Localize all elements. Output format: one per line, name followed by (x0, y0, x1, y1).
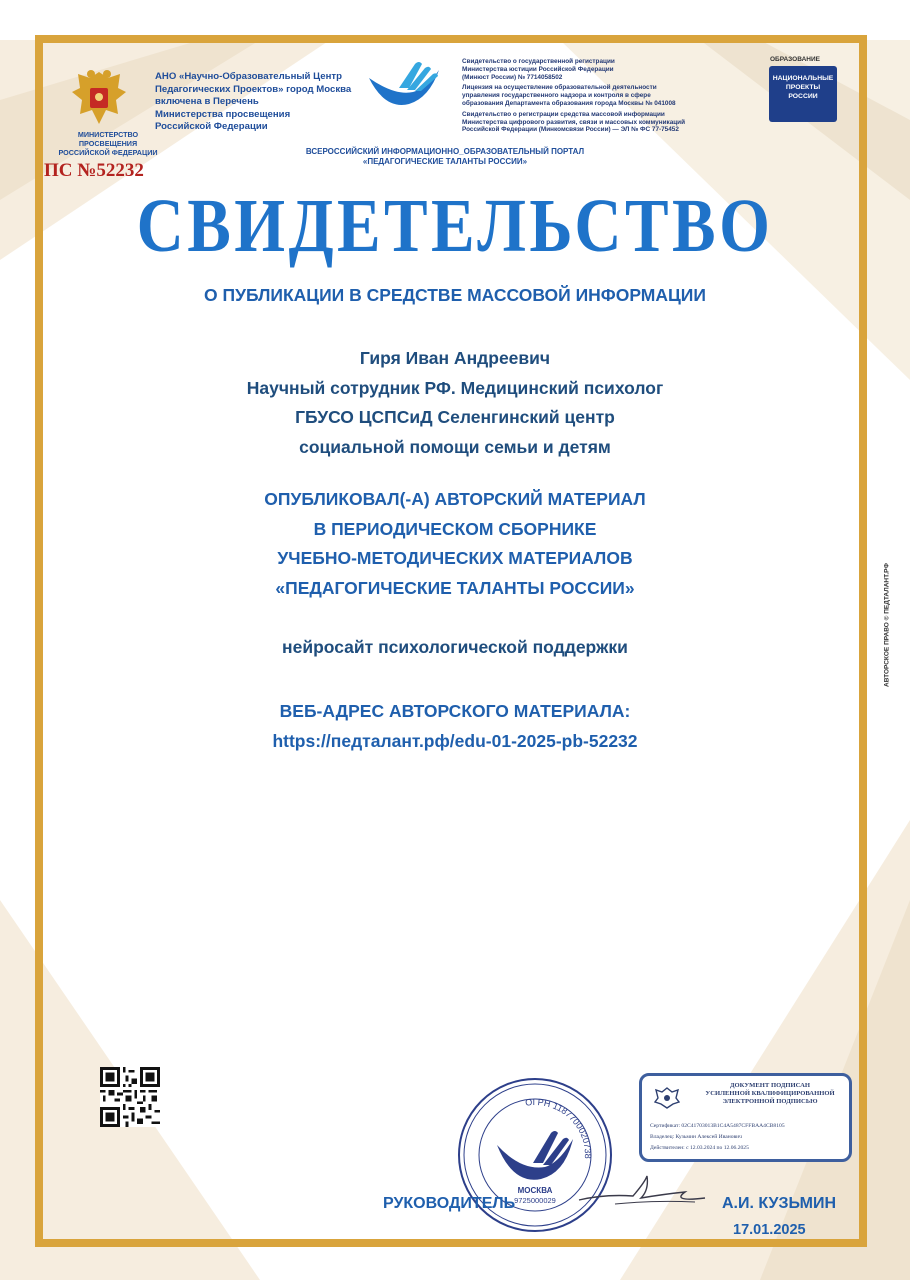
head-name: А.И. КУЗЬМИН (722, 1195, 837, 1212)
issue-date: 17.01.2025 (733, 1222, 806, 1238)
registration-line: Свидетельство о регистрации средства массовой информации (462, 110, 665, 118)
registration-line: Министерства цифрового развития, связи и массовых коммуникаций (462, 118, 686, 126)
copyright-side-text (880, 563, 894, 687)
recipient-position: Научный сотрудник РФ. Медицинский психолог (246, 377, 664, 398)
national-box-line: ПРОЕКТЫ (785, 84, 821, 91)
handwritten-signature (575, 1172, 715, 1212)
recipient-block (0, 344, 910, 462)
organization-text (155, 71, 370, 134)
recipient-name: Гиря Иван Андреевич (359, 348, 551, 368)
statement-line: В ПЕРИОДИЧЕСКОМ СБОРНИКЕ (313, 518, 597, 539)
web-address-block (0, 697, 910, 756)
org-line: Министерства просвещения (155, 108, 291, 120)
registration-line: управления государственного надзора и контроля в сфере (462, 92, 651, 100)
registration-block (462, 58, 712, 81)
seal-city: МОСКВА (517, 1186, 553, 1195)
portal-line: ВСЕРОССИЙСКИЙ ИНФОРМАЦИОННО_ОБРАЗОВАТЕЛЬНЫЙ ПОРТАЛ (305, 147, 585, 156)
national-projects-logo (729, 55, 869, 141)
signature-certificate: Сертификат: 02C41703013B1C4A5487CFFBAA4CB8105 (650, 1123, 785, 1129)
national-box (769, 66, 837, 122)
national-label: ОБРАЗОВАНИЕ (770, 56, 820, 63)
org-line: АНО «Научно-Образовательный Центр (155, 71, 342, 82)
registration-block (462, 84, 712, 107)
registration-line: Министерства юстиции Российской Федерации (462, 65, 614, 73)
statement-line: УЧЕБНО-МЕТОДИЧЕСКИХ МАТЕРИАЛОВ (277, 548, 633, 568)
ministry-line: РОССИЙСКОЙ ФЕДЕРАЦИИ (58, 148, 158, 157)
registration-line: образования Департамента образования города Москвы № 041008 (462, 99, 676, 107)
seal-ogrn: ОГРН 1187700020738 (524, 1096, 594, 1159)
emblem-icon (68, 66, 130, 130)
registration-line: Лицензия на осуществление образовательной деятельности (462, 84, 657, 92)
ministry-line: МИНИСТЕРСТВО ПРОСВЕЩЕНИЯ (77, 130, 139, 148)
document-title: СВИДЕТЕЛЬСТВО (136, 184, 774, 268)
web-address-label: ВЕБ-АДРЕС АВТОРСКОГО МАТЕРИАЛА: (279, 701, 631, 721)
publication-statement (0, 485, 910, 603)
signature-heading (690, 1082, 850, 1106)
signature-validity: Действителен: с 12.03.2024 по 12.06.2025 (650, 1145, 749, 1151)
head-label: РУКОВОДИТЕЛЬ (383, 1195, 516, 1212)
hand-logo-icon (365, 58, 445, 114)
seal-inn: 9725000029 (514, 1196, 556, 1205)
portal-name (280, 147, 610, 167)
statement-line: ОПУБЛИКОВАЛ(-А) АВТОРСКИЙ МАТЕРИАЛ (264, 489, 646, 509)
qr-code-icon[interactable] (100, 1067, 160, 1127)
registration-line: (Минюст России) № 7714058502 (462, 73, 563, 81)
signature-heading-line: ЭЛЕКТРОННОЙ ПОДПИСЬЮ (722, 1098, 818, 1105)
registration-block (462, 111, 712, 134)
material-topic: нейросайт психологической поддержки (282, 637, 628, 657)
certificate-number: ПС №52232 (44, 160, 144, 181)
signature-heading-line: ДОКУМЕНТ ПОДПИСАН (730, 1082, 810, 1089)
org-line: включена в Перечень (155, 96, 259, 108)
registration-info (462, 58, 712, 137)
web-address-url[interactable]: https://педталант.рф/edu-01-2025-pb-52232 (272, 730, 638, 751)
portal-line: «ПЕДАГОГИЧЕСКИЕ ТАЛАНТЫ РОССИИ» (362, 157, 528, 166)
org-line: Педагогических Проектов» город Москва (155, 83, 352, 95)
recipient-org-line: социальной помощи семьи и детям (299, 436, 611, 457)
signature-heading-line: УСИЛЕННОЙ КВАЛИФИЦИРОВАННОЙ (705, 1090, 835, 1097)
registration-line: Российской Федерации (Минкомсвязи России) — ЭЛ № ФС 77-75452 (462, 126, 679, 134)
org-line: Российской Федерации (155, 121, 268, 133)
copyright-text: АВТОРСКОЕ ПРАВО © ПЕДТАЛАНТ.РФ (883, 563, 891, 687)
statement-line: «ПЕДАГОГИЧЕСКИЕ ТАЛАНТЫ РОССИИ» (275, 577, 635, 598)
national-box-line: РОССИИ (788, 93, 818, 100)
electronic-signature-box (639, 1073, 852, 1162)
signature-emblem-icon (654, 1086, 680, 1110)
registration-line: Свидетельство о государственной регистрации (462, 58, 615, 65)
signature-owner: Владелец: Кузьмин Алексей Иванович (650, 1134, 742, 1140)
document-subtitle: О ПУБЛИКАЦИИ В СРЕДСТВЕ МАССОВОЙ ИНФОРМАЦИИ (204, 285, 706, 305)
ministry-caption (48, 130, 168, 157)
national-box-line: НАЦИОНАЛЬНЫЕ (772, 75, 834, 82)
recipient-org-line: ГБУСО ЦСПСиД Селенгинский центр (295, 407, 615, 427)
